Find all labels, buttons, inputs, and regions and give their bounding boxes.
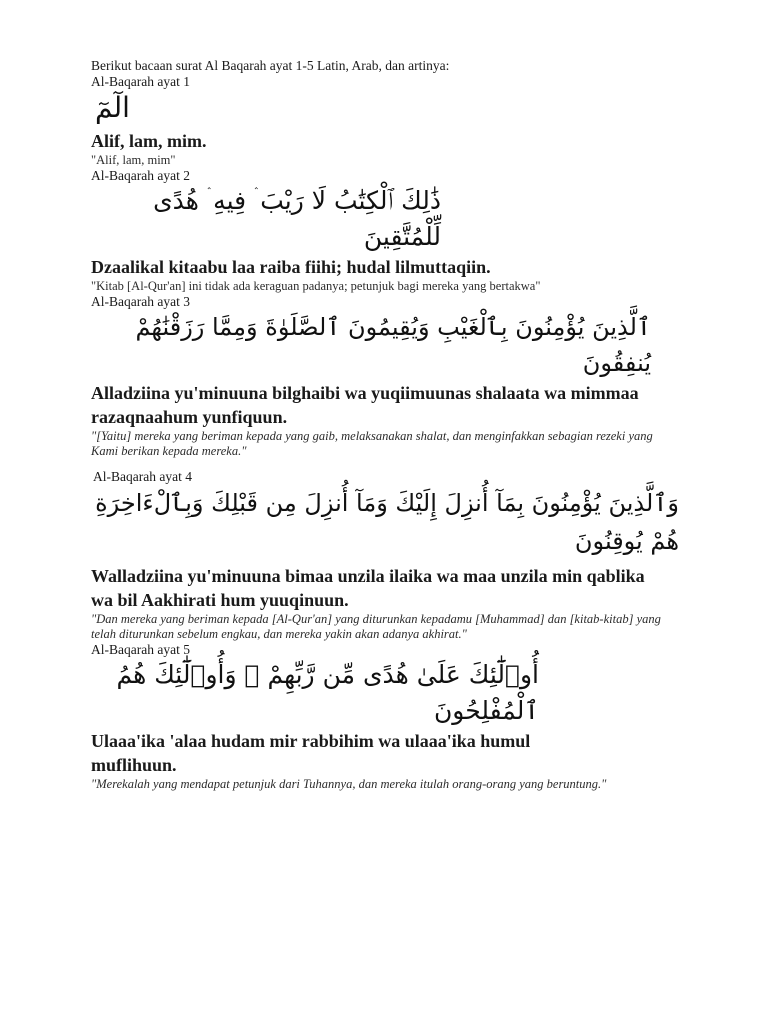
ayat-label: Al-Baqarah ayat 2 <box>91 168 190 183</box>
arabic-text: وَٱلَّذِينَ يُؤْمِنُونَ بِمَآ أُنزِلَ إِلَيْكَ وَمَآ أُنزِلَ مِن قَبْلِكَ وَبِٱلْءَاخِرَةِ هُمْ يُوقِنُونَ <box>95 489 679 555</box>
latin-transliteration: Ulaaa'ika 'alaa hudam mir rabbihim wa ulaaa'ika humul muflihuun. <box>91 731 531 775</box>
latin-transliteration: Walladziina yu'minuuna bimaa unzila ilaika wa maa unzila min qablika wa bil Aakhirati hum yuuqinuun. <box>91 566 645 610</box>
ayat-label: Al-Baqarah ayat 5 <box>91 642 190 657</box>
meaning-text: "Alif, lam, mim" <box>91 153 176 167</box>
ayat-label: Al-Baqarah ayat 3 <box>91 294 190 309</box>
arabic-text: ذَٰلِكَ ٱلْكِتَٰبُ لَا رَيْبَ ۛ فِيهِ ۛ هُدًى لِّلْمُتَّقِينَ <box>153 186 441 251</box>
ayat-label: Al-Baqarah ayat 4 <box>93 469 192 484</box>
latin-transliteration: Alif, lam, mim. <box>91 131 207 151</box>
arabic-text: ٱلَّذِينَ يُؤْمِنُونَ بِٱلْغَيْبِ وَيُقِيمُونَ ٱلصَّلَوٰةَ وَمِمَّا رَزَقْنَٰهُمْ يُنفِقُونَ <box>135 313 651 377</box>
article-body <box>91 58 691 792</box>
ayat-block-4 <box>91 469 691 642</box>
meaning-text: "Merekalah yang mendapat petunjuk dari Tuhannya, dan mereka itulah orang-orang yang beruntung." <box>91 777 607 791</box>
latin-transliteration: Dzaalikal kitaabu laa raiba fiihi; hudal lilmuttaqiin. <box>91 257 491 277</box>
arabic-text: الٓمٓ <box>95 91 130 124</box>
latin-transliteration: Alladziina yu'minuuna bilghaibi wa yuqiimuunas shalaata wa mimmaa razaqnaahum yunfiquun. <box>91 383 639 427</box>
arabic-text: أُو۟لَٰٓئِكَ عَلَىٰ هُدًى مِّن رَّبِّهِمْ ۖ وَأُو۟لَٰٓئِكَ هُمُ ٱلْمُفْلِحُونَ <box>116 660 539 725</box>
ayat-block-1 <box>91 74 691 168</box>
ayat-block-5 <box>91 642 691 792</box>
ayat-block-2 <box>91 168 691 294</box>
meaning-text: "Kitab [Al-Qur'an] ini tidak ada keraguan padanya; petunjuk bagi mereka yang bertakwa" <box>91 279 541 293</box>
ayat-block-3 <box>91 294 691 459</box>
meaning-text: "Dan mereka yang beriman kepada [Al-Qur'an] yang diturunkan kepadamu [Muhammad] dan [kitab-kitab] yang telah diturunkan sebelum engkau, dan mereka yakin akan adanya akhirat." <box>91 612 661 641</box>
intro-text: Berikut bacaan surat Al Baqarah ayat 1-5 Latin, Arab, dan artinya: <box>91 58 450 73</box>
meaning-text: "[Yaitu] mereka yang beriman kepada yang gaib, melaksanakan shalat, dan menginfakkan sebagian rezeki yang Kami berikan kepada mereka." <box>91 429 653 458</box>
ayat-label: Al-Baqarah ayat 1 <box>91 74 190 89</box>
